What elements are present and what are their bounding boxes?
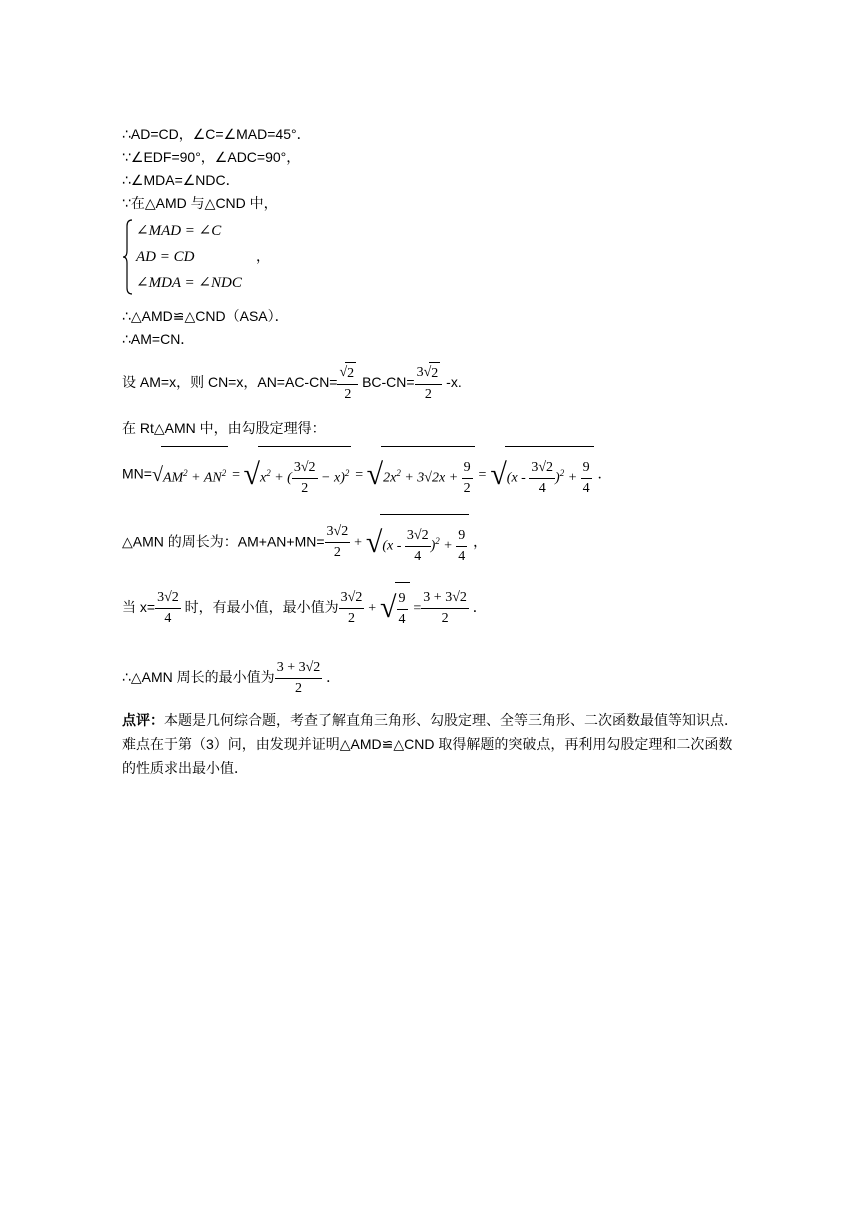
line-mn-formula: $MN=√AM^2 + AN^2 = √x^2$ + ( $\frac{3√2}{2}$ − $x)^2 = √2x^2 + 3√2x$ + $\frac{9}{2}$ = √(x - $\frac{3√2}{4}$ )$^2$ + $\frac{9}{4}$ ．: [122, 446, 612, 504]
fraction-3sqrt2-over-4: $\frac{3√2}{4}$: [157, 589, 179, 626]
system-line-1: ∠MAD = ∠C: [136, 223, 222, 239]
sqrt-9-over-4: √ $\frac{9}{4}$: [380, 582, 409, 634]
comment-paragraph: [122, 708, 742, 780]
conclusion-label: ∴△AMN 周长的最小值为: [122, 669, 275, 685]
sqrt-am2-an2: $√AM^2 + AN^2$: [152, 446, 228, 504]
fraction-3sqrt2-over-2-c: $\frac{3√2}{2}$: [340, 589, 363, 626]
line-set-am-text-c: -x.: [446, 374, 462, 390]
line-set-am-text-b: BC-CN=: [362, 374, 415, 390]
fraction-min-value-b: $\frac{3 + 3√2}{2}$: [276, 659, 321, 696]
fraction-sqrt2-over-2: $\frac{√2}{2}$: [337, 362, 358, 405]
line-set-am: [122, 357, 462, 407]
system-brace: [122, 218, 136, 296]
line-perimeter: △AMN 的周长为：AM+AN+MN= $\frac{3√2}{2}$ + √(x - $\frac{3√2}{4}$ )$^2$ + $\frac{9}{4}$ ，: [122, 514, 487, 572]
perimeter-label: △AMN 的周长为：AM+AN+MN=: [122, 533, 325, 550]
line-ad-cd: ∴AD=CD，∠C=∠MAD=45°．: [122, 126, 311, 142]
line-minimum: 当 x= $\frac{3√2}{4}$ 时，有最小值，最小值为 $\frac{3√2}{2}$ + √ $\frac{9}{4}$ = $\frac{3 + 3√2}{2}$ ．: [122, 582, 487, 634]
line-congruent: ∴△AMD≌△CND（ASA）．: [122, 308, 289, 324]
line-edf-adc: ∵∠EDF=90°，∠ADC=90°，: [122, 149, 301, 165]
line-mda-ndc: ∴∠MDA=∠NDC．: [122, 172, 240, 188]
minimum-label-b: 时，有最小值，最小值为: [184, 599, 339, 615]
comment-label: 点评：: [122, 712, 164, 728]
line-set-am-text-a: 设 AM=x，则 CN=x，AN=AC-CN=: [122, 374, 338, 390]
system-line-2: AD = CD: [136, 249, 195, 265]
fraction-3sqrt2-over-2-b: $\frac{3√2}{2}$: [326, 524, 349, 561]
fraction-3sqrt2-over-2: $\frac{3√2}{2}$: [415, 362, 443, 405]
system-line-3: ∠MDA = ∠NDC: [136, 275, 242, 291]
fraction-min-value: $\frac{3 + 3√2}{2}$: [423, 589, 467, 626]
comment-text: 本题是几何综合题，考查了解直角三角形、勾股定理、全等三角形、二次函数最值等知识点．难点在于第（3）问，由发现并证明△AMD≌△CND 取得解题的突破点，再利用勾股定理和二次函数的性质求出最小值．: [122, 712, 738, 776]
sqrt-expression-4: √(x - $\frac{3√2}{4}$ )$^2$ + $\frac{9}{4}$: [366, 514, 469, 572]
sqrt-expression-2: $√2x^2 + 3√2x$ + $\frac{9}{2}$: [367, 446, 475, 504]
system-comma: ，: [256, 248, 270, 264]
mn-label: MN=: [122, 465, 152, 482]
equation-system: [136, 218, 242, 296]
line-conclusion: ∴△AMN 周长的最小值为 $\frac{3 + 3√2}{2}$ ．: [122, 652, 340, 702]
sqrt-expression-3: √(x - $\frac{3√2}{4}$ )$^2$ + $\frac{9}{4}$: [490, 446, 593, 504]
line-am-cn: ∴AM=CN．: [122, 331, 195, 347]
minimum-label-a: 当 x=: [122, 599, 156, 615]
line-in-triangles: ∵在△AMD 与△CND 中，: [122, 195, 278, 211]
line-pythagoras: 在 Rt△AMN 中，由勾股定理得：: [122, 420, 326, 436]
sqrt-expression-1: $√x^2$ + ( $\frac{3√2}{2}$ − x)$^2$: [244, 446, 352, 504]
